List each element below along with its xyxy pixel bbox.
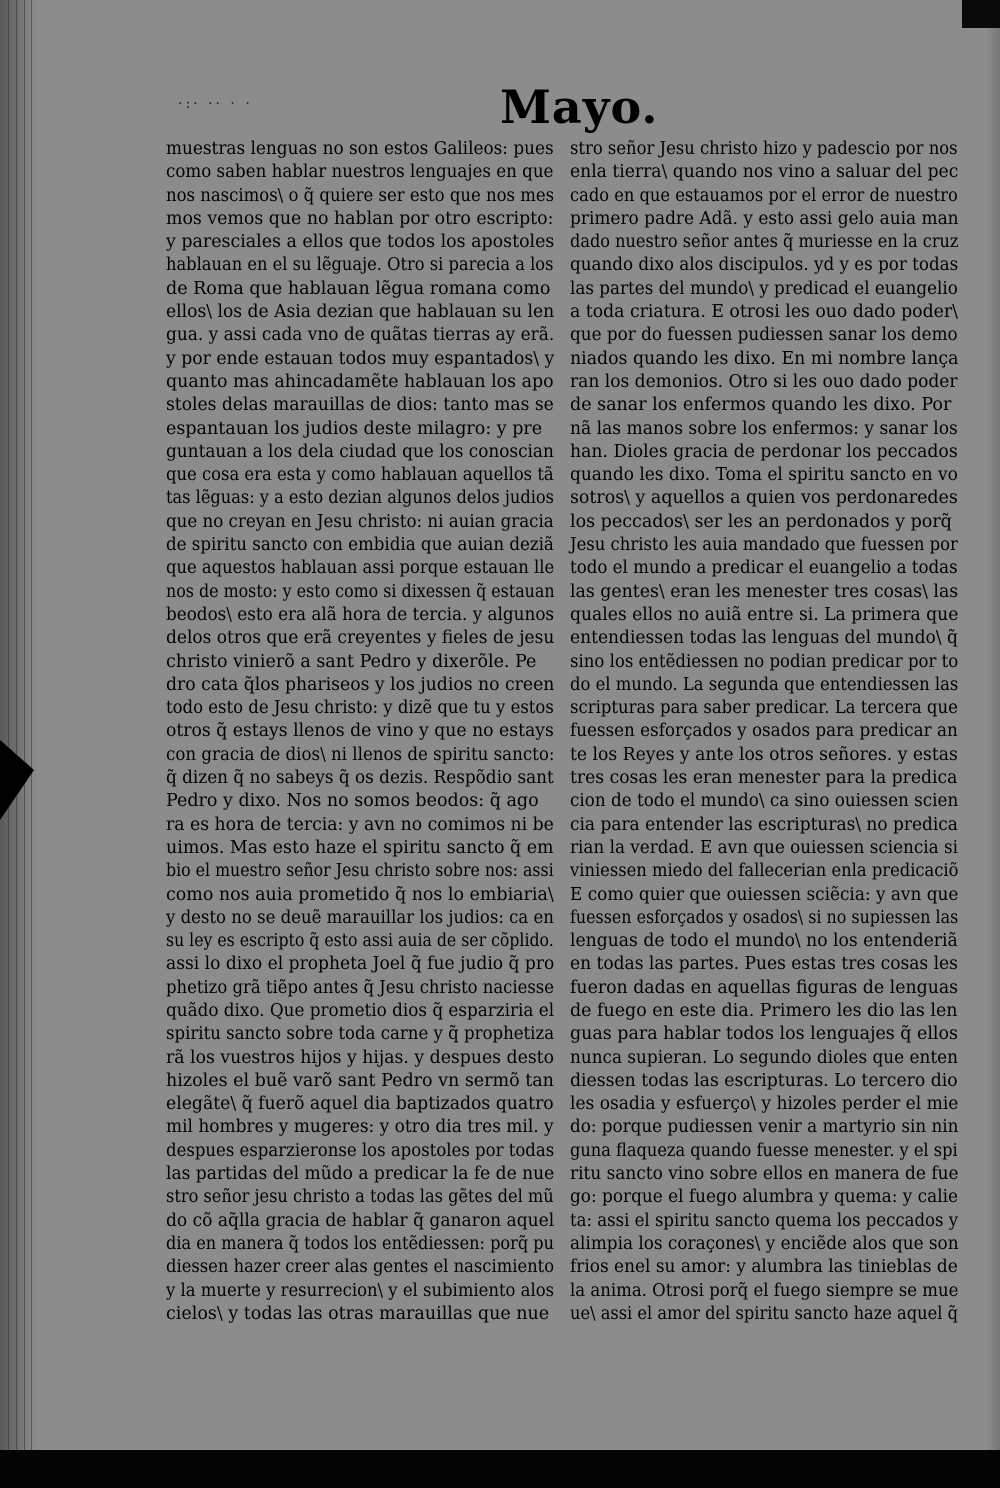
text-line: delos otros que erã creyentes y fieles de jesu [166,628,555,649]
text-line: E como quier que ouiessen sciẽcia: y avn que [570,884,959,905]
text-line: les osadia y esfuerço\ y hizoles perder el mie [570,1094,959,1115]
text-line: diessen hazer creer alas gentes el nascimiento [166,1257,555,1278]
header-smudge: ·:· ·· · · [178,96,253,112]
text-line: su ley es escripto q̃ esto assi auia de ser cõplido. [166,931,554,952]
text-line: los peccados\ ser les an perdonados y porq̃ [570,511,952,532]
text-line: sino los entẽdiessen no podian predicar por to [570,651,959,672]
text-line: cielos\ y todas las otras marauillas que nue [166,1303,550,1324]
text-line: tres cosas les eran menester para la predica [570,768,958,789]
text-line: que por do fuessen pudiessen sanar los demo [570,325,958,346]
text-line: rian la verdad. E avn que ouiessen sciencia si [570,837,959,858]
text-line: con gracia de dios\ ni llenos de spiritu sancto: [166,744,555,765]
text-line: entendiessen todas las lenguas del mundo\ q̃ [570,628,958,649]
text-line: quando dixo alos discipulos. yd y es por todas [570,255,959,276]
text-line: fueron dadas en aquellas figuras de lenguas [570,977,959,998]
text-line: ellos\ los de Asia dezian que hablauan su len [166,302,555,323]
text-line: gua. y assi cada vno de quãtas tierras ay erã. [166,325,555,346]
scan-corner-mark [962,0,1000,28]
text-line: ran los demonios. Otro si les ouo dado poder [570,371,958,392]
text-line: cado en que estauamos por el error de nuestro [570,185,958,206]
text-line: phetizo grã tiẽpo antes q̃ Jesu christo naciesse [166,977,554,998]
text-line: christo vinierõ a sant Pedro y dixerõle. Pe [166,651,537,672]
text-line: ta: assi el spiritu sancto quema los peccados y [570,1210,959,1231]
text-line: q̃ dizen q̃ no sabeys q̃ os dezis. Respõdio sant [166,768,554,789]
left-text-column [166,138,554,1326]
text-line: y la muerte y resurrecion\ y el subimiento alos [166,1280,555,1301]
text-line: stro señor Jesu christo hizo y padescio por nos [570,139,958,159]
text-line: bio el muestro señor Jesu christo sobre nos: assi [166,861,554,882]
text-line: alimpia los coraçones\ y enciẽde alos que son [570,1233,959,1254]
text-line: nos de mosto: y esto como si dixessen q̃ estauan [166,581,555,602]
book-page [40,0,1000,1450]
text-line: todo esto de Jesu christo: y dizẽ que tu y estos [166,698,554,719]
text-line: de sanar los enfermos quando les dixo. Por [570,395,952,416]
text-line: scripturas para saber predicar. La tercera que [570,698,958,719]
text-line: niados quando les dixo. En mi nombre lança [570,348,959,369]
text-line: uimos. Mas esto haze el spiritu sancto q̃ em [166,837,554,858]
text-line: quanto mas ahincadamẽte hablauan los apo [166,371,554,392]
text-line: enla tierra\ quando nos vino a saluar del pec [570,162,959,183]
running-header-title: Mayo. [500,80,659,134]
text-line: en todas las partes. Pues estas tres cosas les [570,954,958,975]
text-line: diessen todas las escripturas. Lo tercero dio [570,1070,958,1091]
text-line: elegãte\ q̃ fuerõ aquel dia baptizados quatro [166,1094,554,1115]
text-line: spiritu sancto sobre toda carne y q̃ prophetiza [166,1024,555,1045]
text-line: viniessen miedo del fallecerian enla predicaciõ [570,861,959,882]
text-line: cion de todo el mundo\ ca sino ouiessen scien [570,791,959,812]
text-line: como saben hablar nuestros lenguajes en que [166,162,554,183]
scan-bottom-shadow [0,1450,1000,1488]
text-line: nunca supieran. Lo segundo dioles que enten [570,1047,958,1068]
text-line: ritu sancto vino sobre ellos en manera de fue [570,1164,959,1185]
text-line: guna flaqueza quando fuesse menester. y el spi [570,1140,958,1161]
text-line: a toda criatura. E otrosi les ouo dado poder\ [570,302,958,323]
text-line: despues esparzieronse los apostoles por todas [166,1140,555,1161]
text-line: que aquestos hablauan assi porque estauan lle [166,558,555,579]
text-line: lenguas de todo el mundo\ no los entenderiã [570,931,958,952]
text-line: nã las manos sobre los enfermos: y sanar los [570,418,958,439]
right-text-column [570,138,958,1326]
text-line: quando les dixo. Toma el spiritu sancto en vo [570,465,958,486]
text-line: Jesu christo les auia mandado que fuessen por [570,535,958,556]
text-line: frios enel su amor: y alumbra las tinieblas de [570,1257,958,1278]
text-line: han. Dioles gracia de perdonar los peccados [570,441,958,462]
text-line: las partidas del mũdo a predicar la fe de nue [166,1164,555,1185]
text-line: do cõ aq̃lla gracia de hablar q̃ ganaron aquel [166,1210,555,1231]
text-line: tas lẽguas: y a esto dezian algunos delos judios [166,488,554,509]
text-line: que cosa era esta y como hablauan aquellos tã [166,465,554,486]
text-line: beodos\ esto era alã hora de tercia. y algunos [166,604,555,625]
text-line: las partes del mundo\ y predicad el euangelio [570,278,958,299]
text-line: hablauan en el su lẽguaje. Otro si parecia a los [166,255,554,276]
text-line: assi lo dixo el propheta Joel q̃ fue judio q̃ pro [166,954,555,975]
text-line: fuessen esforçados y osados\ si no supiessen las [570,907,959,928]
text-line: do: porque pudiessen venir a martyrio sin nin [570,1117,959,1138]
text-line: las gentes\ eran les menester tres cosas\ las [570,581,959,602]
text-line: sotros\ y aquellos a quien vos perdonaredes [570,488,958,509]
text-line: y por ende estauan todos muy espantados\ y [166,348,555,369]
text-line: te los Reyes y ante los otros señores. y estas [570,744,958,765]
text-line: stro señor jesu christo a todas las gẽtes del mũ [166,1187,554,1208]
text-line: guas para hablar todos los lenguajes q̃ ellos [570,1024,958,1045]
text-line: do el mundo. La segunda que entendiessen las [570,674,959,695]
text-line: cia para entender las escripturas\ no predica [570,814,958,835]
text-line: de fuego en este dia. Primero les dio las len [570,1000,958,1021]
text-line: stoles delas marauillas de dios: tanto mas se [166,395,554,416]
text-line: quãdo dixo. Que prometio dios q̃ esparziria el [166,1000,555,1021]
text-line: fuessen esforçados y osados para predicar an [570,721,958,742]
text-line: como nos auia prometido q̃ nos lo embiaria\ [166,884,554,905]
text-line: Pedro y dixo. Nos no somos beodos: q̃ ago [166,791,539,812]
text-line: mil hombres y mugeres: y otro dia tres mil. y [166,1117,554,1138]
text-line: ue\ assi el amor del spiritu sancto haze aquel q̃ [570,1303,958,1324]
text-line: la anima. Otrosi porq̃ el fuego siempre se mue [570,1280,959,1301]
text-line: quales ellos no auiã entre si. La primera que [570,604,959,625]
text-line: espantauan los judios deste milagro: y pre [166,418,543,439]
text-line: hizoles el buẽ varõ sant Pedro vn sermõ tan [166,1070,554,1091]
text-line: de Roma que hablauan lẽgua romana como [166,278,551,299]
text-line: ra es hora de tercia: y avn no comimos ni be [166,814,554,835]
text-line: rã los vuestros hijos y hijas. y despues desto [166,1047,555,1068]
text-line: mos vemos que no hablan por otro escripto: [166,208,554,229]
text-line: de spiritu sancto con embidia que auian deziã [166,535,554,556]
text-line: y desto no se deuẽ marauillar los judios: ca en [166,907,554,928]
text-line: dro cata q̃los phariseos y los judios no creen [166,674,555,695]
text-line: nos nascimos\ o q̃ quiere ser esto que nos mes [166,185,555,206]
text-line: y paresciales a ellos que todos los apostoles [166,232,555,253]
text-line: que no creyan en Jesu christo: ni auian gracia [166,511,554,532]
margin-ink-mark [0,740,34,820]
text-line: todo el mundo a predicar el euangelio a todas [570,558,958,579]
page-right-edge [986,0,1000,1450]
text-line: go: porque el fuego alumbra y quema: y calie [570,1187,959,1208]
text-line: dado nuestro señor antes q̃ muriesse en la cruz [570,232,959,253]
text-line: primero padre Adã. y esto assi gelo auia man [570,208,959,229]
text-line: dia en manera q̃ todos los entẽdiessen: porq̃ pu [166,1233,555,1254]
text-line: muestras lenguas no son estos Galileos: pues [166,139,554,159]
text-line: otros q̃ estays llenos de vino y que no estays [166,721,554,742]
text-line: guntauan a los dela ciudad que los conoscian [166,441,554,462]
